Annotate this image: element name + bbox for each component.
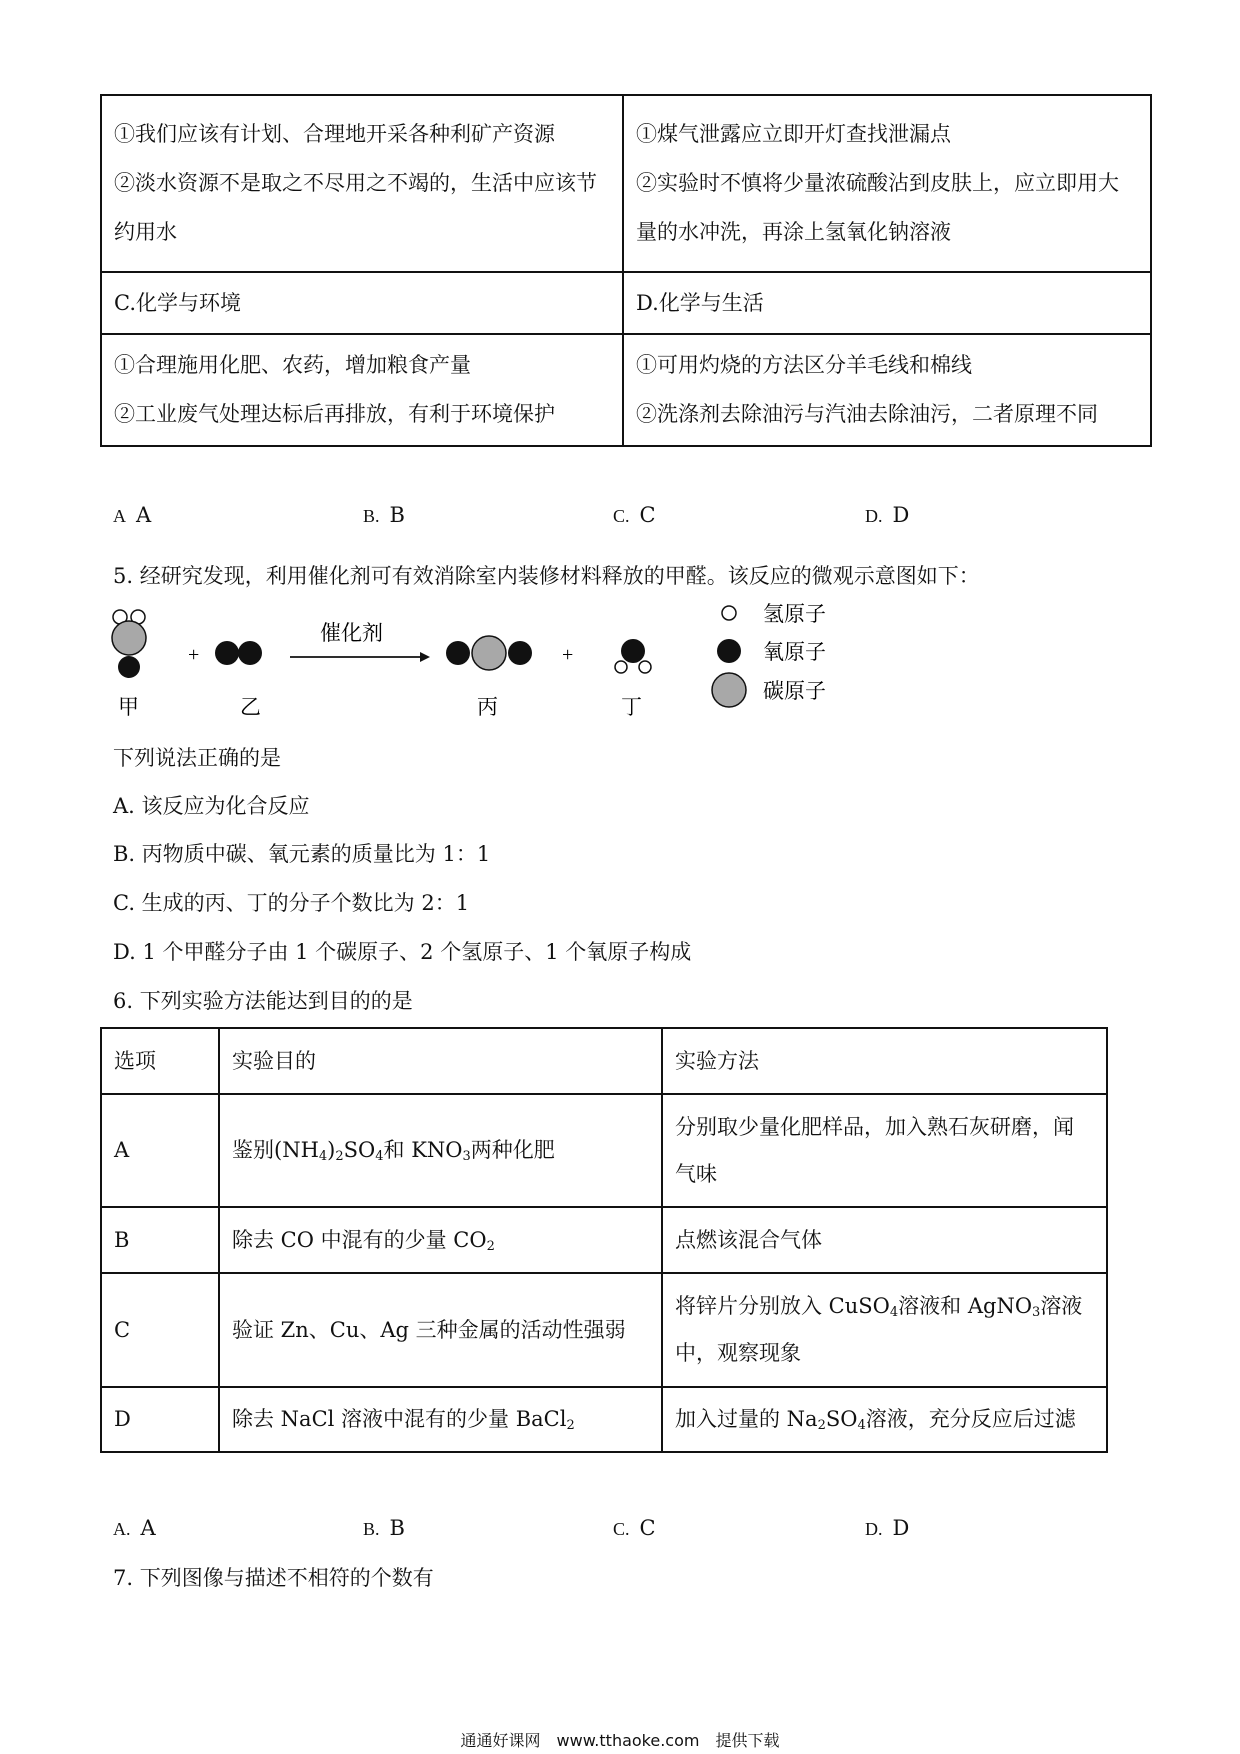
table-cell: [101, 334, 623, 446]
row-purpose: 验证 Zn、Cu、Ag 三种金属的活动性强弱: [219, 1273, 662, 1387]
footer-note: 提供下载: [715, 1731, 780, 1750]
label-bing: 丙: [477, 695, 498, 719]
table-cell: [101, 95, 623, 272]
option-d[interactable]: D. D: [865, 1516, 910, 1540]
label-jia: 甲: [118, 695, 139, 719]
oxygen-atom: [446, 641, 470, 665]
option-a[interactable]: A A: [113, 503, 152, 527]
legend-oxygen-icon: [717, 639, 741, 663]
table-row: [101, 1094, 1107, 1207]
header-option: 选项: [101, 1028, 219, 1094]
question-7-stem: 7. 下列图像与描述不相符的个数有: [113, 1566, 434, 1590]
oxygen-atom: [238, 641, 262, 665]
table-row: [101, 1387, 1107, 1452]
legend-hydrogen-icon: [722, 606, 736, 620]
carbon-atom: [112, 621, 146, 655]
cell-line: 量的水冲洗，再涂上氢氧化钠溶液: [636, 220, 951, 244]
table-row: [101, 95, 1151, 272]
oxygen-atom: [215, 641, 239, 665]
cell-line: ①可用灼烧的方法区分羊毛线和棉线: [636, 353, 972, 377]
row-method: 点燃该混合气体: [662, 1207, 1107, 1273]
oxygen-atom: [508, 641, 532, 665]
row-option: B: [101, 1207, 219, 1273]
footer-url[interactable]: www.tthaoke.com: [556, 1731, 700, 1750]
catalyst-label: 催化剂: [320, 621, 383, 645]
options-table-top: [100, 94, 1152, 447]
choice-c[interactable]: C. 生成的丙、丁的分子个数比为 2：1: [113, 891, 470, 915]
cell-line: ②实验时不慎将少量浓硫酸沾到皮肤上，应立即用大: [636, 171, 1119, 195]
section-header-c: C.化学与环境: [101, 272, 623, 334]
cell-line: ②淡水资源不是取之不尽用之不竭的，生活中应该节: [114, 171, 597, 195]
row-option: C: [101, 1273, 219, 1387]
option-b[interactable]: B. B: [363, 503, 405, 527]
table-header-row: [101, 1028, 1107, 1094]
carbon-atom: [472, 636, 506, 670]
molecule-oxygen: [215, 641, 262, 665]
molecule-carbon-dioxide: [446, 636, 532, 670]
reaction-diagram: [100, 595, 860, 725]
row-method: 加入过量的 $Na_2SO_4$溶液，充分反应后过滤: [662, 1387, 1107, 1452]
option-d[interactable]: D. D: [865, 503, 910, 527]
section-header-d: D.化学与生活: [623, 272, 1151, 334]
option-a[interactable]: A. A: [113, 1516, 156, 1540]
legend-oxygen-label: 氧原子: [763, 640, 826, 664]
row-method: 将锌片分别放入 CuSO$_4$溶液和 AgNO$_3$溶液 中，观察现象: [662, 1273, 1107, 1387]
option-c[interactable]: C. C: [613, 1516, 656, 1540]
cell-line: 约用水: [114, 220, 177, 244]
cell-line: ②工业废气处理达标后再排放，有利于环境保护: [114, 402, 555, 426]
hydrogen-atom: [615, 661, 627, 673]
footer-site: 通通好课网: [460, 1731, 541, 1750]
plus-sign: +: [188, 644, 200, 666]
cell-line: ①合理施用化肥、农药，增加粮食产量: [114, 353, 471, 377]
option-c[interactable]: C. C: [613, 503, 656, 527]
cell-line: ①我们应该有计划、合理地开采各种利矿产资源: [114, 122, 555, 146]
molecule-water: [615, 639, 651, 673]
row-purpose: 除去 NaCl 溶液中混有的少量 BaCl$_2$: [219, 1387, 662, 1452]
header-purpose: 实验目的: [219, 1028, 662, 1094]
row-option: D: [101, 1387, 219, 1452]
choice-d[interactable]: D. 1 个甲醛分子由 1 个碳原子、2 个氢原子、1 个氧原子构成: [113, 940, 692, 964]
table-cell: [623, 95, 1151, 272]
choice-b[interactable]: B. 丙物质中碳、氧元素的质量比为 1：1: [113, 842, 491, 866]
answer-options-q4: [113, 498, 1113, 532]
option-b[interactable]: B. B: [363, 1516, 405, 1540]
page-footer: [0, 1728, 1240, 1751]
arrow-head: [420, 652, 430, 662]
row-option: A: [101, 1094, 219, 1207]
molecule-formaldehyde: [112, 610, 146, 678]
experiment-table: [100, 1027, 1108, 1453]
plus-sign: +: [562, 644, 574, 666]
table-row: [101, 272, 1151, 334]
cell-line: ②洗涤剂去除油污与汽油去除油污，二者原理不同: [636, 402, 1098, 426]
legend-carbon-label: 碳原子: [763, 679, 826, 703]
hydrogen-atom: [639, 661, 651, 673]
legend-carbon-icon: [712, 673, 746, 707]
table-row: [101, 334, 1151, 446]
choice-a[interactable]: A. 该反应为化合反应: [113, 794, 310, 818]
row-method: 分别取少量化肥样品，加入熟石灰研磨，闻 气味: [662, 1094, 1107, 1207]
table-row: [101, 1273, 1107, 1387]
table-cell: [623, 334, 1151, 446]
oxygen-atom: [118, 656, 140, 678]
question-5-prompt: 下列说法正确的是: [113, 746, 281, 770]
row-purpose: 除去 CO 中混有的少量 $CO_2$: [219, 1207, 662, 1273]
header-method: 实验方法: [662, 1028, 1107, 1094]
cell-line: ①煤气泄露应立即开灯查找泄漏点: [636, 122, 951, 146]
answer-options-q6: [113, 1511, 1113, 1545]
label-yi: 乙: [240, 695, 261, 719]
oxygen-atom: [621, 639, 645, 663]
legend-hydrogen-label: 氢原子: [763, 602, 826, 626]
legend: [712, 602, 826, 707]
row-purpose: 鉴别$(NH_4)_2SO_4$和 $KNO_3$两种化肥: [219, 1094, 662, 1207]
question-6-stem: 6. 下列实验方法能达到目的的是: [113, 989, 413, 1013]
table-row: [101, 1207, 1107, 1273]
label-ding: 丁: [621, 695, 642, 719]
question-5-stem: 5. 经研究发现，利用催化剂可有效消除室内装修材料释放的甲醛。该反应的微观示意图如下：: [113, 564, 980, 588]
